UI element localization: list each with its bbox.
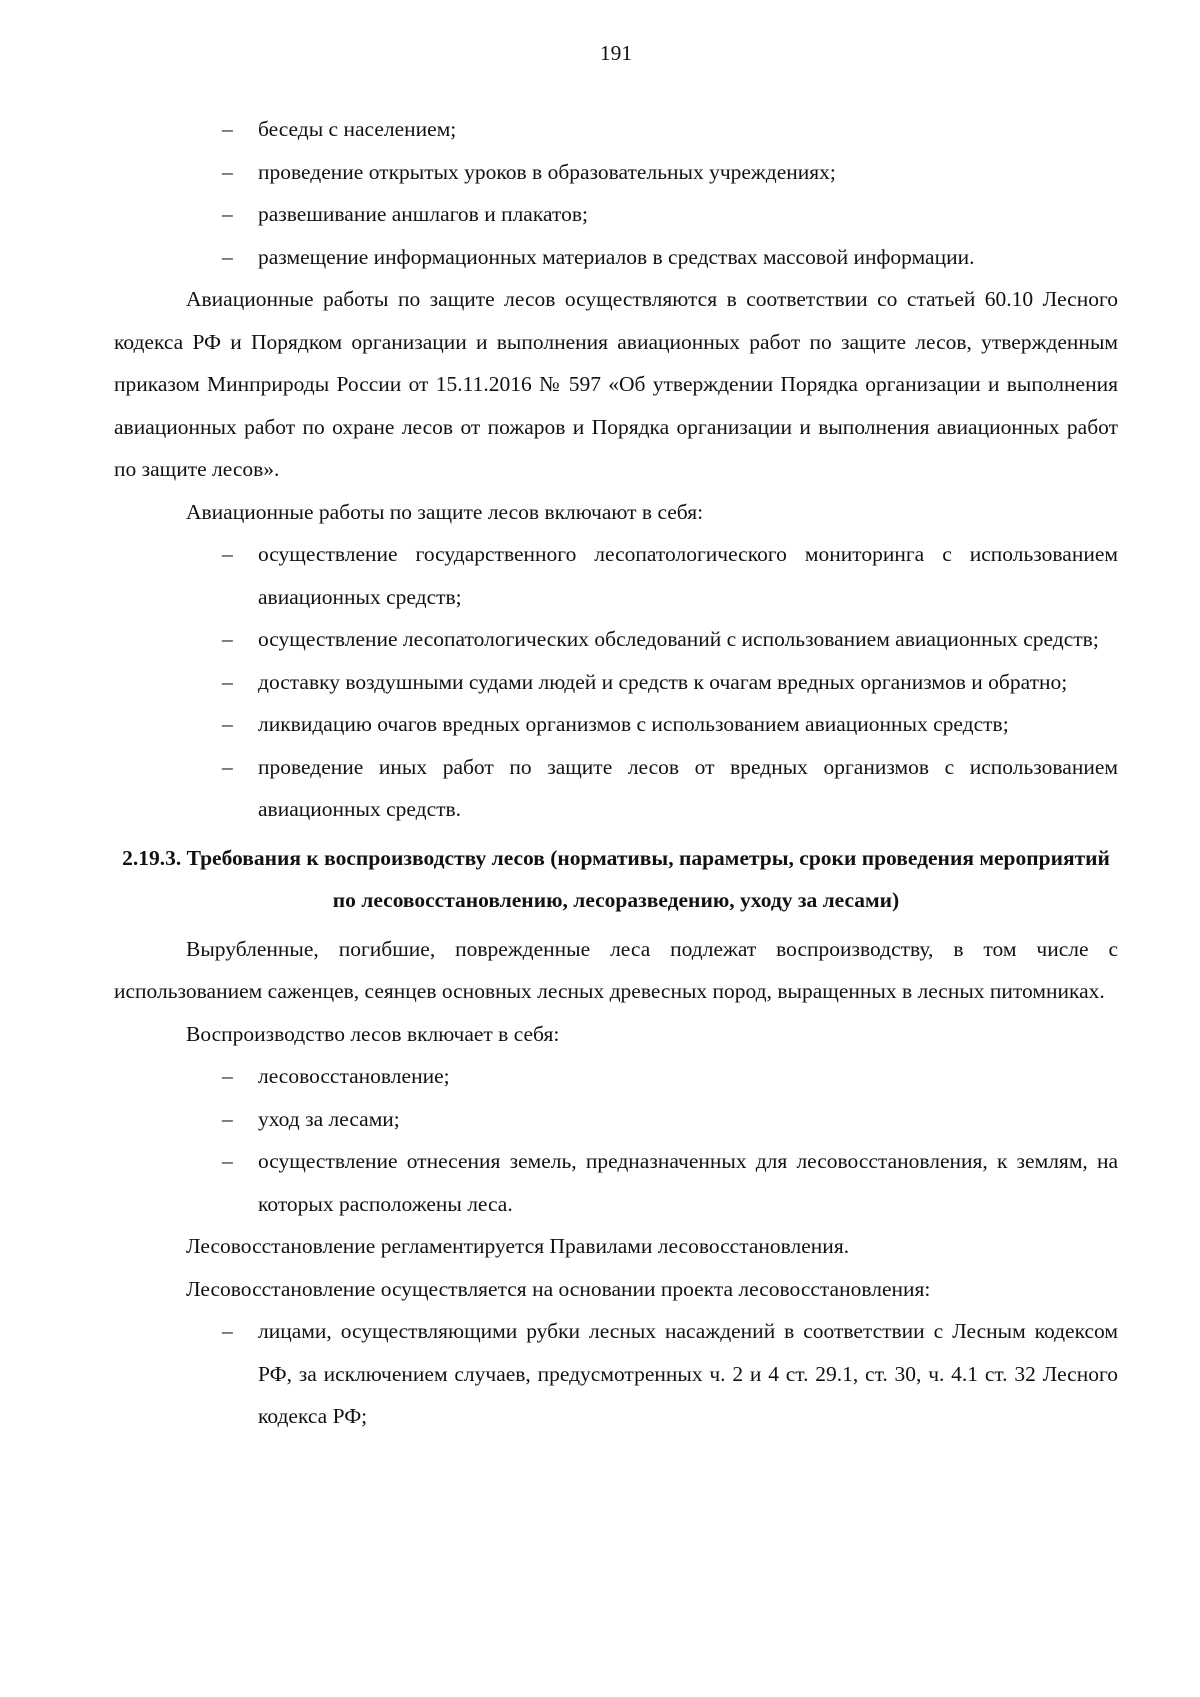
paragraph-basis: Лесовосстановление осуществляется на основании проекта лесовосстановления: bbox=[186, 1276, 931, 1301]
list-item: – осуществление лесопатологических обследований с использованием авиационных средств; bbox=[114, 618, 1118, 661]
paragraph-regulated: Лесовосстановление регламентируется Правилами лесовосстановления. bbox=[186, 1234, 850, 1258]
paragraph-reproduction-includes: Воспроизводство лесов включает в себя: bbox=[186, 1021, 560, 1046]
dash-marker: – bbox=[222, 669, 233, 694]
list-item: – проведение иных работ по защите лесов от вредных организмов с использованием авиационных средств. bbox=[114, 746, 1118, 831]
list-item: – лицами, осуществляющими рубки лесных насаждений в соответствии с Лесным кодексом РФ, за исключением случаев, предусмотренных ч. 2 и 4 ст. 29.1, ст. 30, ч. 4.1 ст. 32 Лесного кодекса РФ; bbox=[114, 1310, 1118, 1438]
paragraph-aviation-includes: Авиационные работы по защите лесов включают в себя: bbox=[186, 499, 704, 524]
paragraph-aviation-works: Авиационные работы по защите лесов осуществляются в соответствии со статьей 60.10 Лесного кодекса РФ и Порядком организации и выполнения авиационных работ по защите лесов, утвержденным приказом Минприроды России от 15.11.2016 № 597 «Об утверждении Порядка организации и выполнения авиационных работ по охране лесов от пожаров и Порядка организации и выполнения авиационных работ по защите лесов». bbox=[114, 287, 1118, 481]
dash-marker: – bbox=[222, 754, 233, 779]
list-aviation-works bbox=[114, 533, 1118, 831]
dash-marker: – bbox=[222, 1064, 233, 1088]
dash-marker: – bbox=[222, 1319, 233, 1343]
list-item: – уход за лесами; bbox=[114, 1098, 1118, 1141]
dash-marker: – bbox=[222, 627, 233, 651]
section-heading: 2.19.3. Требования к воспроизводству лесов (нормативы, параметры, сроки проведения мероприятий по лесовосстановлению, лесоразведению, уходу за лесами) bbox=[122, 845, 1110, 912]
list-item: – размещение информационных материалов в средствах массовой информации. bbox=[114, 236, 1118, 279]
dash-marker: – bbox=[222, 1106, 233, 1131]
list-item: – осуществление государственного лесопатологического мониторинга с использованием авиационных средств; bbox=[114, 533, 1118, 618]
dash-marker: – bbox=[222, 542, 233, 566]
list-item: – доставку воздушными судами людей и средств к очагам вредных организмов и обратно; bbox=[114, 661, 1118, 704]
list-item: – проведение открытых уроков в образовательных учреждениях; bbox=[114, 151, 1118, 194]
dash-marker: – bbox=[222, 117, 233, 141]
list-item: – беседы с населением; bbox=[114, 108, 1118, 151]
dash-marker: – bbox=[222, 202, 233, 226]
dash-marker: – bbox=[222, 244, 233, 269]
list-outreach bbox=[114, 108, 1118, 278]
list-reproduction bbox=[114, 1055, 1118, 1225]
dash-marker: – bbox=[222, 159, 233, 184]
list-basis bbox=[114, 1310, 1118, 1438]
list-item: – лесовосстановление; bbox=[114, 1055, 1118, 1098]
list-item: – осуществление отнесения земель, предназначенных для лесовосстановления, к землям, на которых расположены леса. bbox=[114, 1140, 1118, 1225]
list-item: – развешивание аншлагов и плакатов; bbox=[114, 193, 1118, 236]
dash-marker: – bbox=[222, 1149, 233, 1173]
dash-marker: – bbox=[222, 712, 233, 736]
document-body bbox=[114, 108, 1118, 1438]
paragraph-felled-forests: Вырубленные, погибшие, поврежденные леса подлежат воспроизводству, в том числе с использованием саженцев, сеянцев основных лесных древесных пород, выращенных в лесных питомниках. bbox=[114, 936, 1118, 1003]
list-item: – ликвидацию очагов вредных организмов с использованием авиационных средств; bbox=[114, 703, 1118, 746]
page-number: 191 bbox=[599, 41, 633, 65]
